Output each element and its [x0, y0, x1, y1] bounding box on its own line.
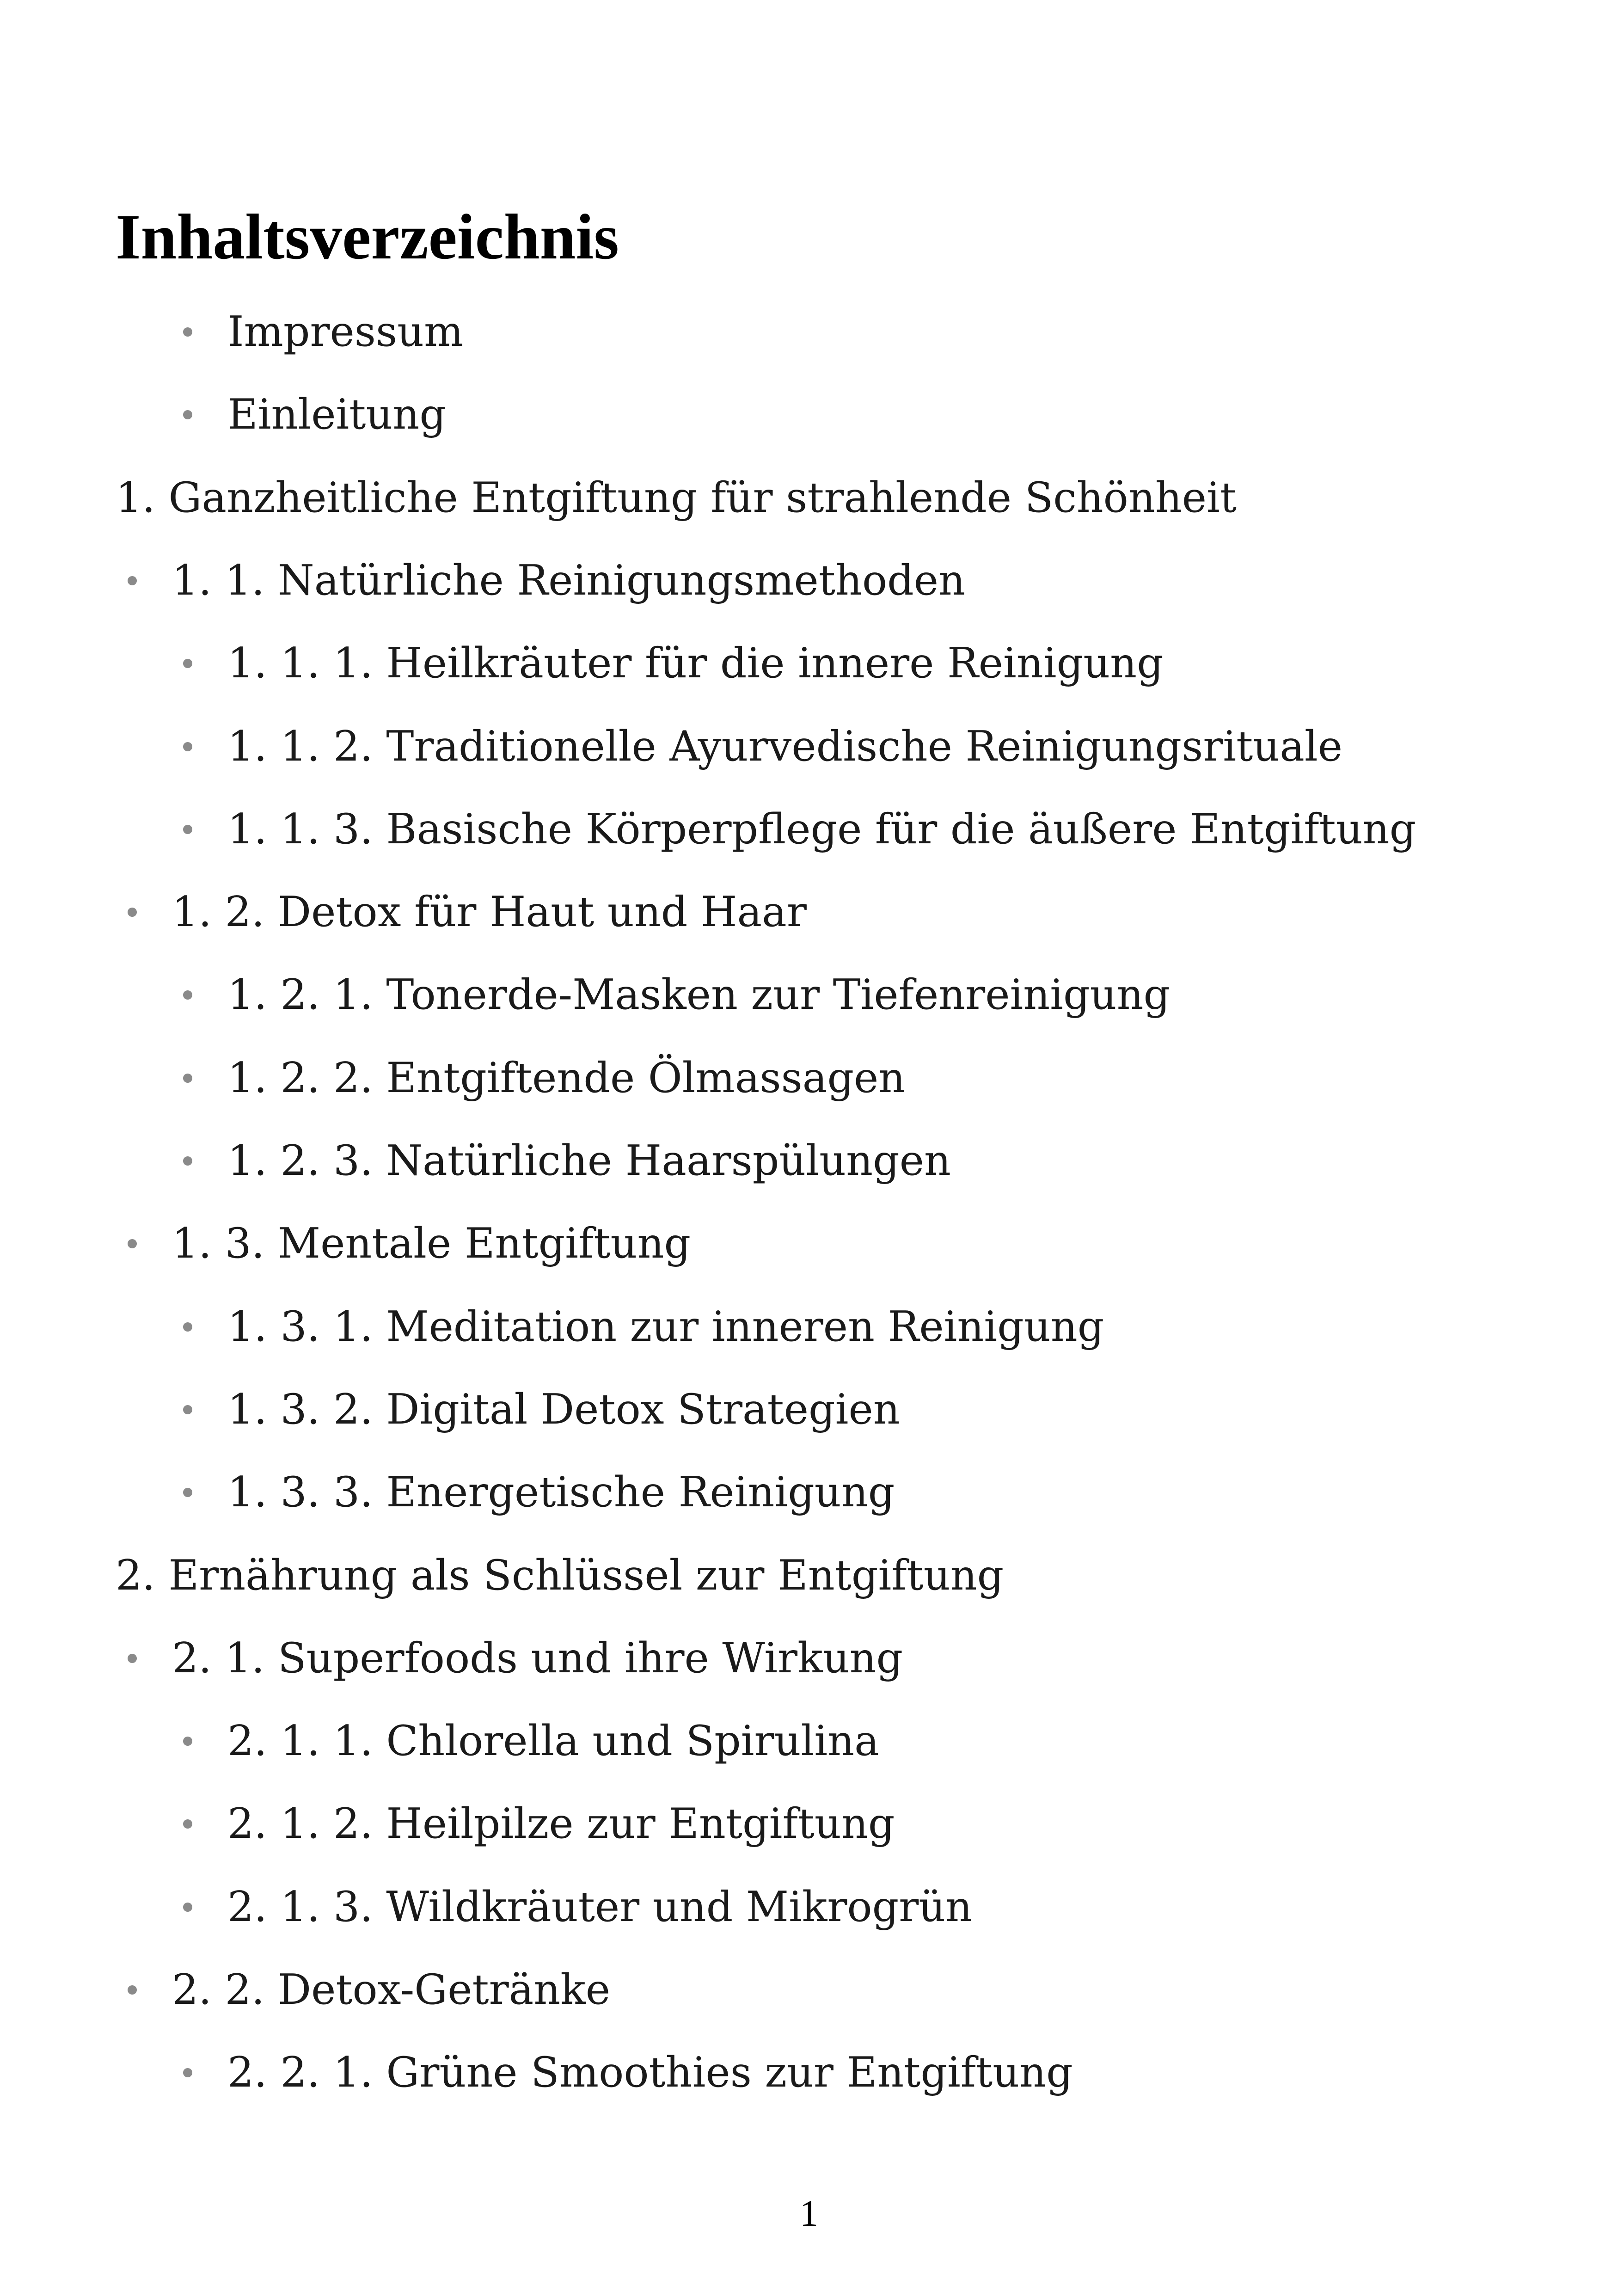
bullet-icon [183, 1322, 192, 1332]
bullet-icon [183, 659, 192, 668]
toc-entry-label[interactable]: 1. 3. 3. Energetische Reinigung [227, 1468, 895, 1516]
toc-entry-label[interactable]: Einleitung [227, 390, 446, 439]
bullet-icon [128, 1239, 137, 1248]
bullet-icon [128, 576, 137, 585]
toc-entry-label[interactable]: 2. 1. 1. Chlorella und Spirulina [227, 1717, 879, 1765]
toc-section[interactable] [128, 553, 965, 608]
toc-entry-label[interactable]: 1. Ganzheitliche Entgiftung für strahlende Schönheit [116, 473, 1237, 522]
toc-subsection[interactable] [183, 1133, 951, 1189]
toc-entry-label[interactable]: 1. 2. 2. Entgiftende Ölmassagen [227, 1054, 906, 1102]
bullet-icon [183, 742, 192, 751]
toc-subsection[interactable] [183, 1796, 895, 1852]
toc-subsection[interactable] [183, 1050, 905, 1106]
toc-chapter[interactable] [116, 1548, 1004, 1603]
toc-entry[interactable] [183, 304, 463, 360]
toc-chapter[interactable] [116, 470, 1237, 526]
toc-section[interactable] [128, 1631, 903, 1686]
bullet-icon [183, 1737, 192, 1746]
bullet-icon [183, 1903, 192, 1912]
toc-subsection[interactable] [183, 1382, 900, 1437]
toc-subsection[interactable] [183, 802, 1416, 857]
toc-section[interactable] [128, 1962, 610, 2018]
toc-entry-label[interactable]: 1. 3. Mentale Entgiftung [172, 1219, 691, 1268]
bullet-icon [183, 825, 192, 834]
bullet-icon [183, 1156, 192, 1166]
toc-section[interactable] [128, 1216, 691, 1271]
toc-entry-label[interactable]: Impressum [227, 307, 464, 356]
toc-subsection[interactable] [183, 1713, 879, 1769]
toc-entry-label[interactable]: 2. 2. Detox-Getränke [172, 1965, 611, 2014]
toc-entry-label[interactable]: 2. 2. 1. Grüne Smoothies zur Entgiftung [227, 2048, 1073, 2097]
toc-entry-label[interactable]: 1. 2. Detox für Haut und Haar [172, 888, 807, 936]
page-number: 1 [800, 2193, 818, 2234]
toc-entry-label[interactable]: 1. 1. Natürliche Reinigungsmethoden [172, 556, 965, 605]
bullet-icon [128, 908, 137, 917]
toc-subsection[interactable] [183, 2045, 1073, 2100]
bullet-icon [183, 990, 192, 1000]
page-title: Inhaltsverzeichnis [116, 201, 619, 273]
toc-entry[interactable] [183, 387, 446, 442]
toc-entry-label[interactable]: 1. 3. 1. Meditation zur inneren Reinigung [227, 1302, 1104, 1351]
toc-subsection[interactable] [183, 1465, 895, 1520]
toc-entry-label[interactable]: 2. 1. 3. Wildkräuter und Mikrogrün [227, 1883, 973, 1931]
toc-subsection[interactable] [183, 967, 1170, 1023]
bullet-icon [128, 1654, 137, 1663]
bullet-icon [183, 1819, 192, 1829]
bullet-icon [183, 327, 192, 337]
toc-entry-label[interactable]: 1. 2. 1. Tonerde-Masken zur Tiefenreinigung [227, 970, 1171, 1019]
bullet-icon [183, 1405, 192, 1414]
toc-entry-label[interactable]: 1. 3. 2. Digital Detox Strategien [227, 1385, 900, 1434]
toc-entry-label[interactable]: 2. 1. 2. Heilpilze zur Entgiftung [227, 1799, 895, 1848]
bullet-icon [183, 1488, 192, 1497]
toc-subsection[interactable] [183, 1879, 972, 1935]
toc-section[interactable] [128, 884, 807, 940]
toc-entry-label[interactable]: 1. 1. 2. Traditionelle Ayurvedische Reinigungsrituale [227, 722, 1342, 771]
toc-entry-label[interactable]: 2. Ernährung als Schlüssel zur Entgiftung [116, 1551, 1004, 1600]
toc-entry-label[interactable]: 1. 1. 1. Heilkräuter für die innere Reinigung [227, 639, 1164, 688]
toc-subsection[interactable] [183, 1299, 1104, 1355]
bullet-icon [183, 1074, 192, 1083]
toc-entry-label[interactable]: 2. 1. Superfoods und ihre Wirkung [172, 1634, 903, 1682]
bullet-icon [183, 2068, 192, 2077]
bullet-icon [128, 1985, 137, 1995]
toc-subsection[interactable] [183, 636, 1164, 691]
toc-entry-label[interactable]: 1. 2. 3. Natürliche Haarspülungen [227, 1136, 951, 1185]
bullet-icon [183, 410, 192, 419]
toc-subsection[interactable] [183, 719, 1342, 774]
toc-entry-label[interactable]: 1. 1. 3. Basische Körperpflege für die äußere Entgiftung [227, 805, 1416, 853]
